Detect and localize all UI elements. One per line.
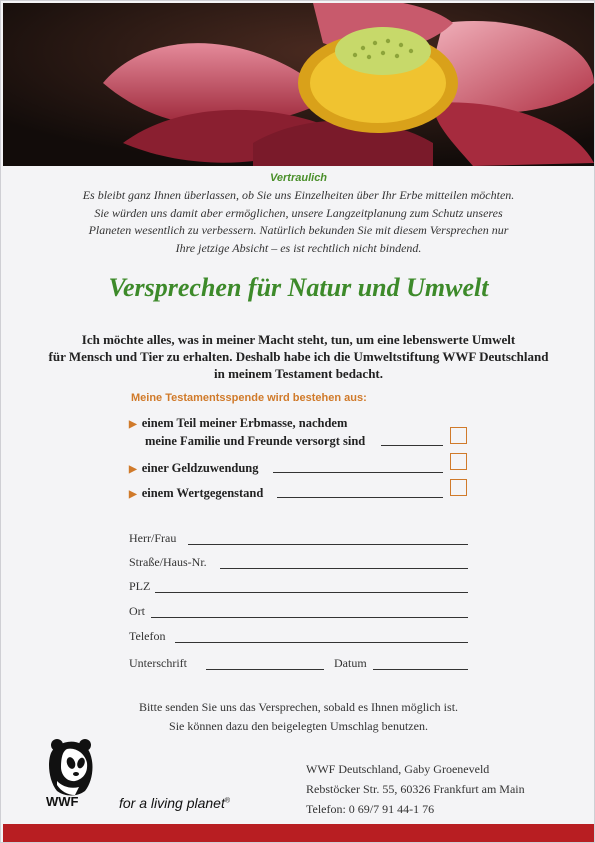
send-instructions	[1, 698, 595, 736]
option-label: meine Familie und Freunde versorgt sind	[145, 434, 366, 448]
statement-line: Ich möchte alles, was in meiner Macht steht, tun, um eine lebenswerte Umwelt	[81, 332, 516, 347]
confidential-text	[61, 187, 536, 257]
option-estate-share-line[interactable]	[381, 445, 443, 446]
unterschrift-field[interactable]	[206, 669, 324, 670]
send-line: Sie können dazu den beigelegten Umschlag benutzen.	[169, 719, 428, 733]
telefon-label: Telefon	[129, 629, 166, 643]
bottom-red-bar	[3, 824, 594, 842]
option-label: einem Wertgegenstand	[141, 486, 264, 500]
option-valuable-checkbox[interactable]	[450, 479, 467, 496]
strasse-field[interactable]	[220, 568, 468, 569]
panda-logo-icon	[45, 737, 97, 797]
confidential-line: Es bleibt ganz Ihnen überlassen, ob Sie uns Einzelheiten über Ihr Erbe mitteilen möchten.	[82, 188, 515, 202]
option-label: einem Teil meiner Erbmasse, nachdem	[141, 416, 348, 430]
address-line: Telefon: 0 69/7 91 44-1 76	[306, 802, 435, 816]
arrow-icon: ▶	[129, 489, 137, 500]
donation-title: Meine Testamentsspende wird bestehen aus:	[131, 392, 367, 404]
arrow-icon: ▶	[129, 419, 137, 430]
address-line: WWF Deutschland, Gaby Groeneveld	[306, 762, 490, 776]
confidential-line: Ihre jetzige Absicht – es ist rechtlich nicht bindend.	[175, 240, 422, 255]
arrow-icon: ▶	[129, 464, 137, 475]
datum-label: Datum	[334, 656, 367, 670]
ort-field[interactable]	[151, 617, 468, 618]
herr-frau-label: Herr/Frau	[129, 531, 177, 545]
option-valuable	[129, 485, 263, 503]
option-money-line[interactable]	[273, 472, 443, 473]
tagline-text: for a living planet	[119, 795, 225, 811]
confidential-title: Vertraulich	[269, 172, 328, 184]
option-estate-share	[129, 415, 365, 449]
statement-line: in meinem Testament bedacht.	[214, 366, 383, 381]
option-money	[129, 460, 259, 478]
lotus-flower-photo	[3, 3, 594, 166]
tagline	[119, 795, 230, 811]
confidential-line: Sie würden uns damit aber ermöglichen, unsere Langzeitplanung zum Schutz unseres	[94, 205, 503, 220]
option-estate-share-checkbox[interactable]	[450, 427, 467, 444]
address-line: Rebstöcker Str. 55, 60326 Frankfurt am Main	[306, 782, 525, 796]
datum-field[interactable]	[373, 669, 468, 670]
address-block	[306, 759, 525, 819]
telefon-field[interactable]	[175, 642, 468, 643]
option-valuable-line[interactable]	[277, 497, 443, 498]
ort-label: Ort	[129, 604, 145, 618]
option-money-checkbox[interactable]	[450, 453, 467, 470]
strasse-label: Straße/Haus-Nr.	[129, 555, 207, 569]
herr-frau-field[interactable]	[188, 544, 468, 545]
statement-line: für Mensch und Tier zu erhalten. Deshalb habe ich die Umweltstiftung WWF Deutschland	[48, 349, 549, 364]
wwf-logo-text: WWF	[46, 794, 79, 809]
confidential-line: Planeten wesentlich zu verbessern. Natürlich bekunden Sie mit diesem Versprechen nur	[88, 223, 509, 237]
main-title: Versprechen für Natur und Umwelt	[108, 273, 489, 302]
plz-field[interactable]	[155, 592, 468, 593]
option-label: einer Geldzuwendung	[141, 461, 259, 475]
send-line: Bitte senden Sie uns das Versprechen, sobald es Ihnen möglich ist.	[138, 700, 459, 714]
unterschrift-label: Unterschrift	[129, 656, 187, 670]
plz-label: PLZ	[129, 579, 151, 593]
statement-text	[41, 331, 556, 382]
registered-mark: ®	[224, 797, 231, 805]
